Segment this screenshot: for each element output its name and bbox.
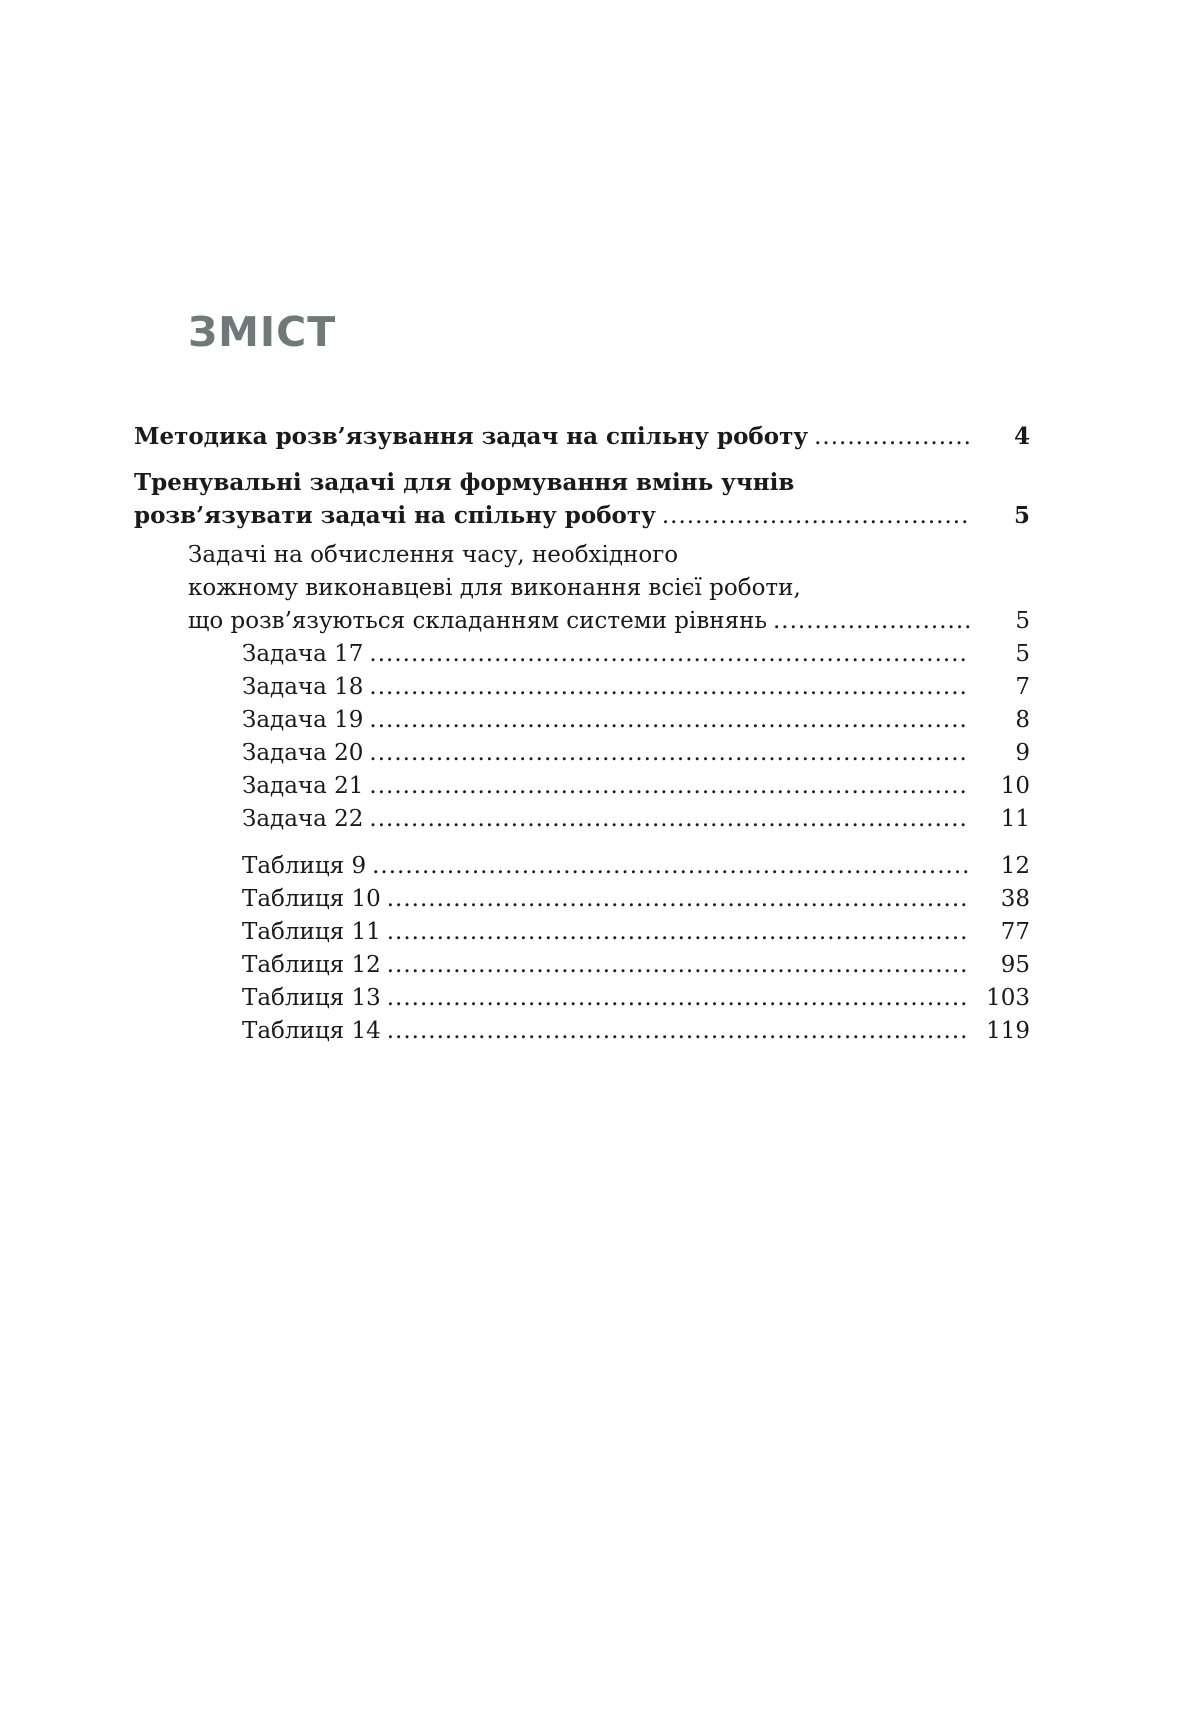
toc-entry-title: розв’язувати задачі на спільну роботу [134,502,656,529]
toc-entry-page: 38 [1000,886,1030,912]
toc-entry-title: Таблиця 10 [242,886,381,912]
toc-entry-page: 11 [1000,806,1030,832]
toc-entry-task[interactable] [134,704,1030,737]
toc-entry-title-line: Задачі на обчислення часу, необхідного [188,542,679,568]
toc-entry-page: 8 [1015,707,1030,733]
toc-entry-time-tasks[interactable] [134,539,1030,638]
toc-entry-title: Таблиця 9 [242,853,367,879]
toc-entry-title: Задача 21 [242,773,364,799]
page-title: ЗМІСТ [188,308,337,356]
toc-entry-page: 95 [1000,952,1030,978]
dot-leader [369,671,970,704]
toc-entry-table[interactable] [134,850,1030,883]
toc-entry-page: 9 [1015,740,1030,766]
toc-entry-task[interactable] [134,638,1030,671]
toc-entry-page: 5 [1015,641,1030,667]
dot-leader [369,704,970,737]
toc-entry-task[interactable] [134,770,1030,803]
dot-leader [387,916,970,949]
toc-entry-page: 5 [1013,502,1030,529]
toc-entry-title: Задача 20 [242,740,364,766]
toc-entry-task[interactable] [134,671,1030,704]
toc-entry-page: 10 [1000,773,1030,799]
toc-entry-page: 103 [986,985,1030,1011]
toc-entry-table[interactable] [134,883,1030,916]
dot-leader [369,737,970,770]
dot-leader [387,982,970,1015]
table-of-contents [134,414,1030,1048]
dot-leader [369,770,970,803]
toc-entry-table[interactable] [134,1015,1030,1048]
toc-entry-title-line: Тренувальні задачі для формування вмінь учнів [134,469,795,496]
toc-entry-page: 5 [1015,608,1030,634]
table-list [134,850,1030,1048]
toc-entry-task[interactable] [134,803,1030,836]
dot-leader [387,1015,970,1048]
toc-entry-title: Задача 19 [242,707,364,733]
toc-entry-title: Задача 18 [242,674,364,700]
dot-leader [372,850,970,883]
toc-entry-title: Таблиця 13 [242,985,381,1011]
toc-entry-table[interactable] [134,982,1030,1015]
dot-leader [387,883,970,916]
toc-entry-title: Задача 22 [242,806,364,832]
toc-entry-title: що розв’язуються складанням системи рівнянь [188,608,767,634]
toc-entry-title: Задача 17 [242,641,364,667]
toc-entry-page: 4 [1013,423,1030,450]
toc-entry-methodology[interactable] [134,420,1030,454]
toc-entry-title: Таблиця 12 [242,952,381,978]
dot-leader [369,803,970,836]
task-list [134,638,1030,836]
toc-entry-title: Таблиця 11 [242,919,381,945]
toc-entry-page: 77 [1000,919,1030,945]
toc-entry-page: 119 [986,1018,1030,1044]
toc-entry-training-tasks[interactable] [134,466,1030,533]
toc-entry-table[interactable] [134,949,1030,982]
dot-leader [662,500,970,533]
toc-entry-title-line: кожному виконавцеві для виконання всієї роботи, [188,575,801,601]
toc-entry-task[interactable] [134,737,1030,770]
toc-entry-table[interactable] [134,916,1030,949]
toc-entry-title: Таблиця 14 [242,1018,381,1044]
dot-leader [773,605,970,638]
toc-entry-page: 7 [1015,674,1030,700]
dot-leader [814,421,970,454]
toc-entry-title: Методика розв’язування задач на спільну роботу [134,423,809,450]
dot-leader [369,638,970,671]
dot-leader [387,949,970,982]
toc-entry-page: 12 [1000,853,1030,879]
